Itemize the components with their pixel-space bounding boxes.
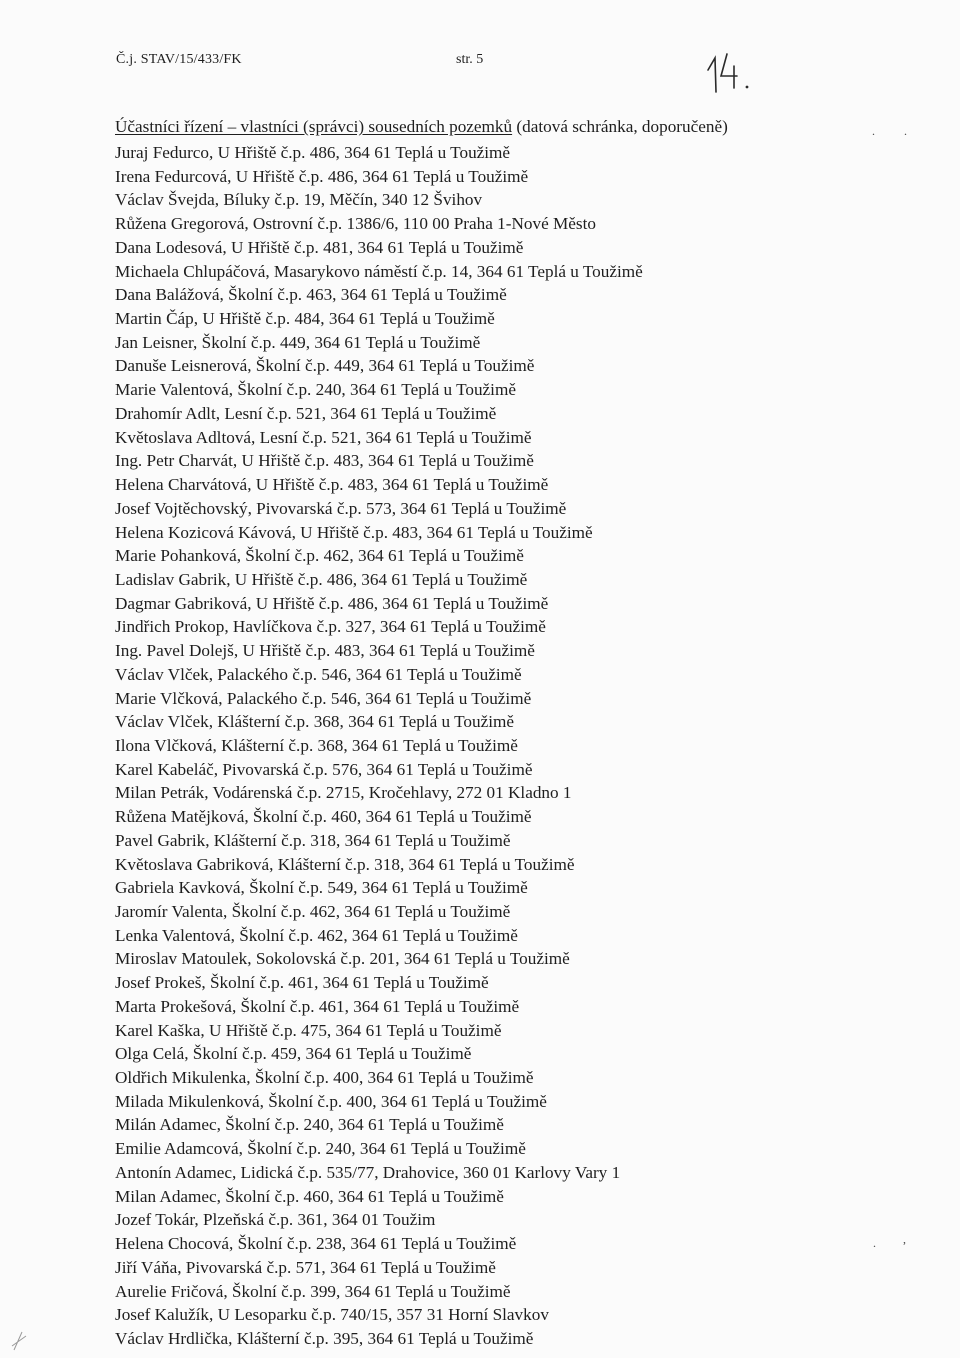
participant-entry: Jan Leisner, Školní č.p. 449, 364 61 Teplá u Toužimě bbox=[115, 332, 481, 352]
participant-entry: Milán Adamec, Školní č.p. 240, 364 61 Teplá u Toužimě bbox=[115, 1115, 504, 1135]
participant-entry: Marta Prokešová, Školní č.p. 461, 364 61 Teplá u Toužimě bbox=[115, 996, 520, 1016]
participant-entry: Gabriela Kavková, Školní č.p. 549, 364 61 Teplá u Toužimě bbox=[115, 878, 528, 898]
participant-entry: Irena Fedurcová, U Hřiště č.p. 486, 364 61 Teplá u Toužimě bbox=[115, 166, 529, 186]
participant-entry: Dana Lodesová, U Hřiště č.p. 481, 364 61 Teplá u Toužimě bbox=[115, 237, 524, 257]
participant-entry: Jozef Tokár, Plzeňská č.p. 361, 364 01 Toužim bbox=[115, 1210, 436, 1230]
participant-entry: Josef Prokeš, Školní č.p. 461, 364 61 Teplá u Toužimě bbox=[115, 973, 489, 993]
scan-speck: , bbox=[903, 1232, 906, 1246]
heading-delivery-note: (datová schránka, doporučeně) bbox=[512, 117, 728, 136]
participant-entry: Milan Adamec, Školní č.p. 460, 364 61 Teplá u Toužimě bbox=[115, 1186, 504, 1206]
participant-entry: Milada Mikulenková, Školní č.p. 400, 364 61 Teplá u Toužimě bbox=[115, 1091, 547, 1111]
participant-entry: Ladislav Gabrik, U Hřiště č.p. 486, 364 61 Teplá u Toužimě bbox=[115, 569, 528, 589]
participant-entry: Olga Celá, Školní č.p. 459, 364 61 Teplá u Toužimě bbox=[115, 1044, 472, 1064]
page-number: str. 5 bbox=[456, 52, 484, 67]
participant-entry: Jaromír Valenta, Školní č.p. 462, 364 61 Teplá u Toužimě bbox=[115, 902, 511, 921]
participant-entry: Marie Vlčková, Palackého č.p. 546, 364 61 Teplá u Toužimě bbox=[115, 688, 532, 708]
participant-entry: Helena Kozicová Kávová, U Hřiště č.p. 483, 364 61 Teplá u Toužimě bbox=[115, 522, 593, 542]
scan-speck: . bbox=[872, 124, 875, 138]
participant-entry: Karel Kaška, U Hřiště č.p. 475, 364 61 Teplá u Toužimě bbox=[115, 1020, 502, 1040]
participant-entry: Helena Charvátová, U Hřiště č.p. 483, 364 61 Teplá u Toužimě bbox=[115, 475, 549, 495]
participant-entry: Helena Chocová, Školní č.p. 238, 364 61 Teplá u Toužimě bbox=[115, 1234, 517, 1254]
participant-entry: Květoslava Gabriková, Klášterní č.p. 318, 364 61 Teplá u Toužimě bbox=[115, 854, 575, 874]
participants-heading bbox=[115, 117, 728, 137]
participant-entry: Josef Kalužík, U Lesoparku č.p. 740/15, 357 31 Horní Slavkov bbox=[115, 1305, 549, 1325]
participant-entry: Dana Balážová, Školní č.p. 463, 364 61 Teplá u Toužimě bbox=[115, 285, 507, 305]
participant-entry: Jindřich Prokop, Havlíčkova č.p. 327, 364 61 Teplá u Toužimě bbox=[115, 617, 546, 637]
participant-entry: Karel Kabeláč, Pivovarská č.p. 576, 364 61 Teplá u Toužimě bbox=[115, 759, 533, 779]
participant-entry: Oldřich Mikulenka, Školní č.p. 400, 364 61 Teplá u Toužimě bbox=[115, 1068, 534, 1088]
participant-entry: Ilona Vlčková, Klášterní č.p. 368, 364 61 Teplá u Toužimě bbox=[115, 735, 518, 755]
participant-entry: Milan Petrák, Vodárenská č.p. 2715, Kročehlavy, 272 01 Kladno 1 bbox=[115, 783, 572, 803]
participant-entry: Pavel Gabrik, Klášterní č.p. 318, 364 61 Teplá u Toužimě bbox=[115, 830, 511, 850]
participant-entry: Martin Čáp, U Hřiště č.p. 484, 364 61 Teplá u Toužimě bbox=[115, 309, 495, 329]
reference-number: Č.j. STAV/15/433/FK bbox=[116, 52, 242, 67]
participant-entry: Růžena Matějková, Školní č.p. 460, 364 61 Teplá u Toužimě bbox=[115, 807, 532, 827]
participant-entry: Růžena Gregorová, Ostrovní č.p. 1386/6, 110 00 Praha 1-Nové Město bbox=[115, 214, 596, 234]
participant-entry: Emilie Adamcová, Školní č.p. 240, 364 61 Teplá u Toužimě bbox=[115, 1139, 526, 1159]
handwritten-page-number bbox=[703, 48, 763, 94]
participant-entry: Antonín Adamec, Lidická č.p. 535/77, Drahovice, 360 01 Karlovy Vary 1 bbox=[115, 1162, 621, 1182]
participant-entry: Aurelie Fričová, Školní č.p. 399, 364 61 Teplá u Toužimě bbox=[115, 1281, 511, 1301]
participant-entry: Václav Hrdlička, Klášterní č.p. 395, 364 61 Teplá u Toužimě bbox=[115, 1328, 534, 1348]
scan-speck: . bbox=[873, 1236, 876, 1250]
participant-entry: Ing. Pavel Dolejš, U Hřiště č.p. 483, 364 61 Teplá u Toužimě bbox=[115, 641, 535, 661]
participant-entry: Juraj Fedurco, U Hřiště č.p. 486, 364 61 Teplá u Toužimě bbox=[115, 143, 511, 162]
participants-list bbox=[115, 141, 643, 1351]
participant-entry: Ing. Petr Charvát, U Hřiště č.p. 483, 364 61 Teplá u Toužimě bbox=[115, 451, 534, 471]
participant-entry: Jiří Váňa, Pivovarská č.p. 571, 364 61 Teplá u Toužimě bbox=[115, 1257, 496, 1277]
participant-entry: Josef Vojtěchovský, Pivovarská č.p. 573, 364 61 Teplá u Toužimě bbox=[115, 498, 567, 518]
participant-entry: Danuše Leisnerová, Školní č.p. 449, 364 61 Teplá u Toužimě bbox=[115, 356, 535, 376]
participant-entry: Marie Pohanková, Školní č.p. 462, 364 61 Teplá u Toužimě bbox=[115, 546, 524, 566]
participant-entry: Václav Vlček, Palackého č.p. 546, 364 61 Teplá u Toužimě bbox=[115, 664, 522, 684]
participant-entry: Marie Valentová, Školní č.p. 240, 364 61 Teplá u Toužimě bbox=[115, 380, 516, 400]
participant-entry: Květoslava Adltová, Lesní č.p. 521, 364 61 Teplá u Toužimě bbox=[115, 427, 532, 447]
participant-entry: Michaela Chlupáčová, Masarykovo náměstí č.p. 14, 364 61 Teplá u Toužimě bbox=[115, 261, 643, 281]
participant-entry: Miroslav Matoulek, Sokolovská č.p. 201, 364 61 Teplá u Toužimě bbox=[115, 949, 570, 969]
heading-underlined-text: Účastníci řízení – vlastníci (správci) sousedních pozemků bbox=[115, 117, 513, 136]
participant-entry: Lenka Valentová, Školní č.p. 462, 364 61 Teplá u Toužimě bbox=[115, 925, 518, 945]
participant-entry: Dagmar Gabriková, U Hřiště č.p. 486, 364 61 Teplá u Toužimě bbox=[115, 593, 549, 613]
scan-speck: . bbox=[904, 124, 907, 138]
participant-entry: Drahomír Adlt, Lesní č.p. 521, 364 61 Teplá u Toužimě bbox=[115, 403, 497, 423]
scan-artifact bbox=[8, 1326, 30, 1352]
participant-entry: Václav Vlček, Klášterní č.p. 368, 364 61 Teplá u Toužimě bbox=[115, 712, 515, 732]
participant-entry: Václav Švejda, Bíluky č.p. 19, Měčín, 340 12 Švihov bbox=[115, 190, 483, 210]
